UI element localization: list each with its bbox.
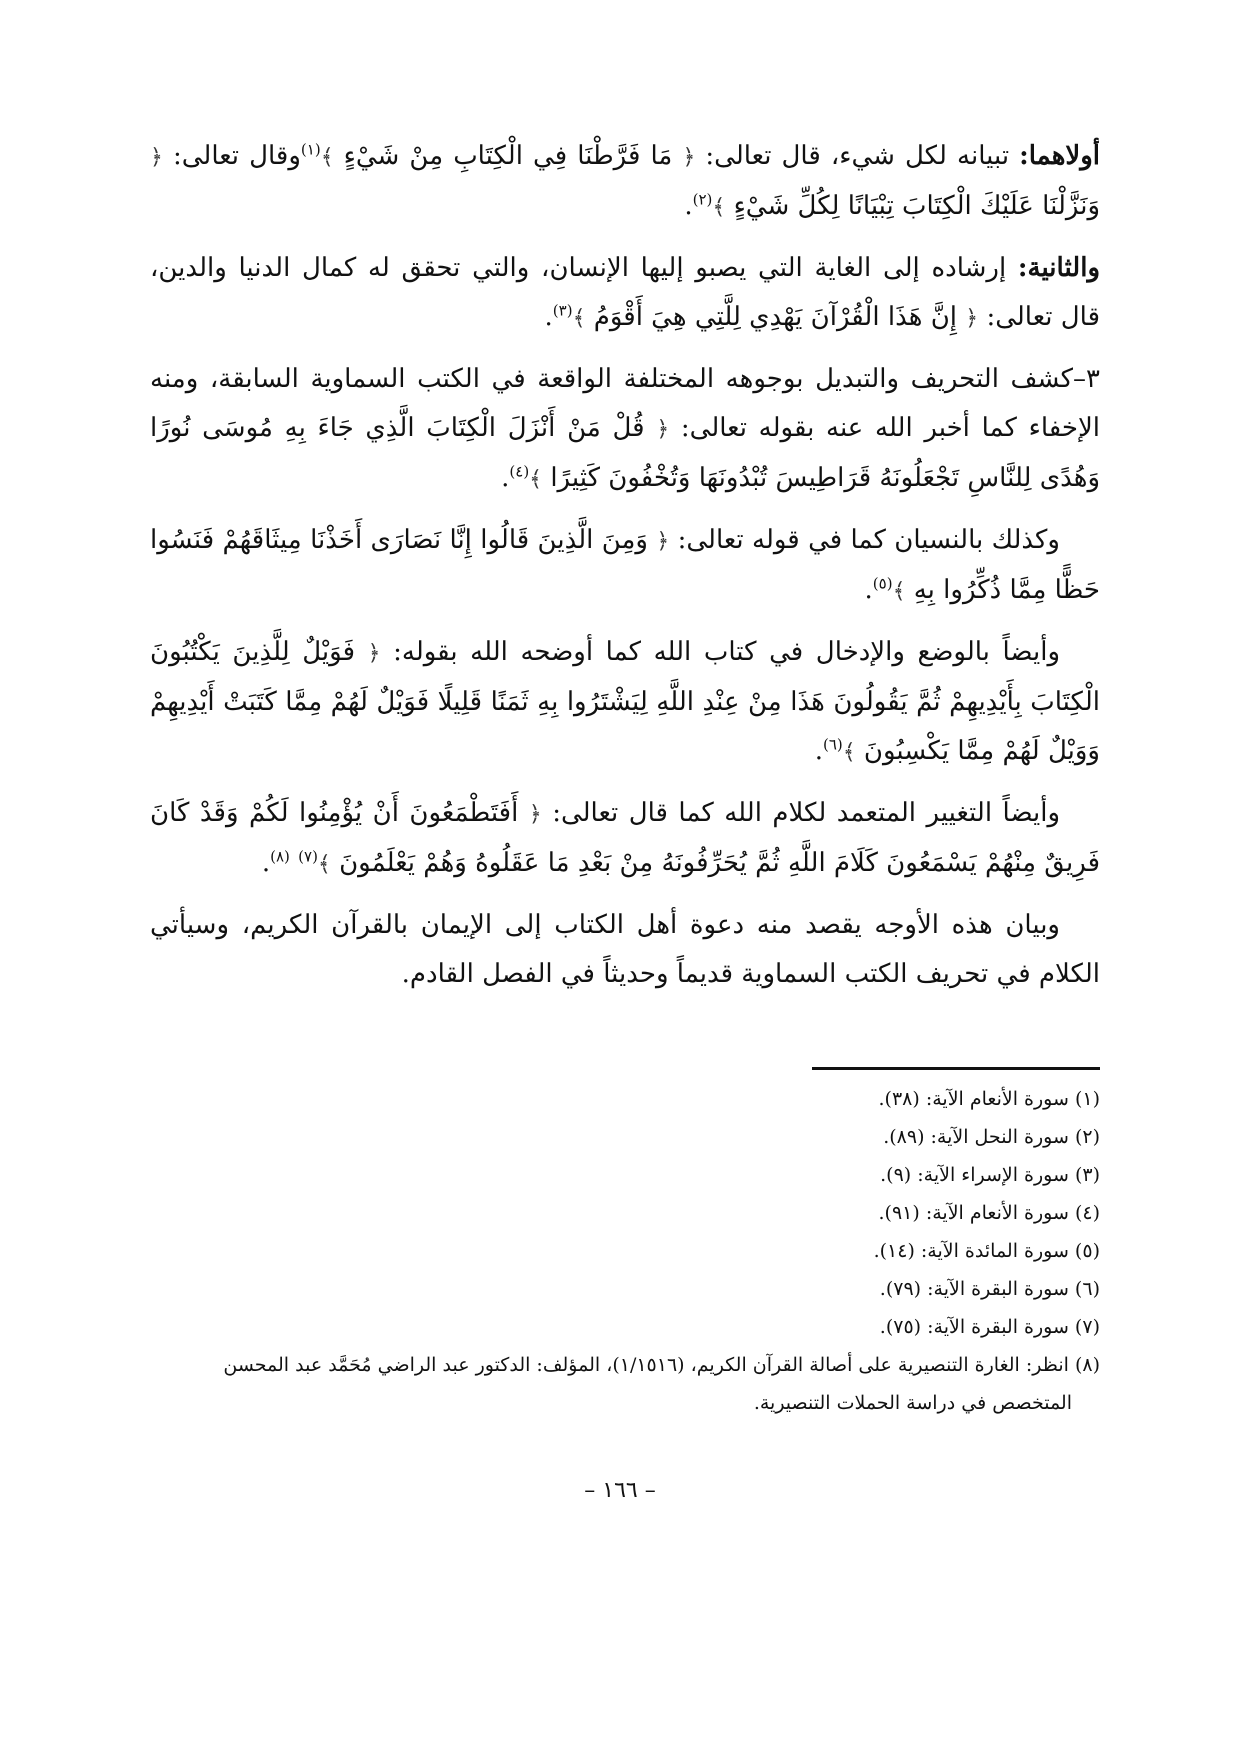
verse-close-ornament: ﴾: [572, 306, 586, 331]
paragraph-text: وكذلك بالنسيان كما في قوله تعالى:: [677, 525, 1060, 555]
paragraph-text: وقال تعالى:: [172, 141, 301, 171]
paragraph-point-three: [150, 355, 1100, 504]
verse-open-ornament: ﴿: [656, 529, 670, 554]
verse-close-ornament: ﴾: [529, 467, 543, 492]
verse-open-ornament: ﴿: [656, 417, 670, 442]
sentence-end: .: [501, 463, 510, 493]
verse-close-ornament: ﴾: [317, 852, 331, 877]
footnote-ref: (٣): [552, 301, 573, 320]
footnote-ref: (٢): [692, 190, 713, 209]
paragraph-text: ٣–كشف التحريف والتبديل بوجوهه المختلفة الواقعة في الكتب السماوية السابقة، ومنه الإخفاء كما أخبر الله عنه بقوله تعالى:: [150, 364, 1101, 443]
paragraph-text: تبيانه لكل شيء، قال تعالى:: [705, 141, 1010, 171]
footnote-ref: (٨): [270, 847, 290, 866]
sentence-end: .: [814, 736, 823, 766]
quran-verse: فَوَيْلٌ لِلَّذِينَ يَكْتُبُونَ الْكِتَابَ بِأَيْدِيهِمْ ثُمَّ يَقُولُونَ هَذَا مِنْ عِنْدِ اللَّهِ لِيَشْتَرُوا بِهِ ثَمَنًا قَلِيلًا فَوَيْلٌ لَهُمْ مِمَّا كَتَبَتْ أَيْدِيهِمْ وَوَيْلٌ لَهُمْ مِمَّا يَكْسِبُونَ: [150, 637, 1100, 766]
footnote-4: (٤) سورة الأنعام الآية: (٩١).: [878, 1202, 1100, 1224]
paragraph-conclusion: [150, 901, 1100, 999]
verse-close-ornament: ﴾: [320, 145, 334, 170]
paragraph-alteration: [150, 789, 1100, 889]
sentence-end: .: [864, 575, 873, 605]
paragraph-text: وأيضاً التغيير المتعمد لكلام الله كما قال تعالى:: [552, 798, 1061, 828]
quran-verse: إِنَّ هَذَا الْقُرْآنَ يَهْدِي لِلَّتِي هِيَ أَقْوَمُ: [593, 302, 958, 332]
footnote-5: (٥) سورة المائدة الآية: (١٤).: [873, 1240, 1100, 1262]
paragraph-text: وبيان هذه الأوجه يقصد منه دعوة أهل الكتاب إلى الإيمان بالقرآن الكريم، وسيأتي الكلام في تحريف الكتب السماوية قديماً وحديثاً في الفصل القادم.: [150, 910, 1100, 989]
quran-verse: مَا فَرَّطْنَا فِي الْكِتَابِ مِنْ شَيْءٍ: [343, 141, 673, 171]
verse-close-ornament: ﴾: [712, 195, 726, 220]
quran-verse: وَمِنَ الَّذِينَ قَالُوا إِنَّا نَصَارَى أَخَذْنَا مِيثَاقَهُمْ فَنَسُوا حَظًّا مِمَّا ذُكِّرُوا بِهِ: [150, 525, 1100, 605]
page-number: – ١٦٦ –: [584, 1478, 656, 1503]
sentence-end: .: [544, 302, 553, 332]
verse-open-ornament: ﴿: [682, 145, 696, 170]
verse-close-ornament: ﴾: [842, 740, 856, 765]
verse-open-ornament: ﴿: [965, 306, 979, 331]
footnote-ref: (٦): [822, 735, 843, 754]
paragraph-first-point: [150, 132, 1100, 232]
footnote-ref: (١): [300, 140, 321, 159]
paragraph-forgetting: [150, 516, 1100, 616]
quran-verse: أَفَتَطْمَعُونَ أَنْ يُؤْمِنُوا لَكُمْ وَقَدْ كَانَ فَرِيقٌ مِنْهُمْ يَسْمَعُونَ كَلَامَ اللَّهِ ثُمَّ يُحَرِّفُونَهُ مِنْ بَعْدِ مَا عَقَلُوهُ وَهُمْ يَعْلَمُونَ: [150, 798, 1100, 878]
sentence-end: .: [684, 191, 693, 221]
verse-open-ornament: ﴿: [528, 802, 542, 827]
sentence-end: .: [261, 848, 271, 878]
verse-open-ornament: ﴿: [150, 145, 163, 170]
paragraph-second-point: [150, 244, 1100, 343]
paragraph-insertion: [150, 628, 1100, 777]
footnote-6: (٦) سورة البقرة الآية: (٧٩).: [879, 1278, 1100, 1300]
footnote-7: (٧) سورة البقرة الآية: (٧٥).: [879, 1316, 1100, 1338]
footnotes: [150, 1080, 1100, 1422]
paragraph-label: أولاهما:: [1019, 141, 1101, 171]
footnote-1: (١) سورة الأنعام الآية: (٣٨).: [878, 1088, 1100, 1110]
footnote-ref: (٤): [509, 462, 530, 481]
verse-close-ornament: ﴾: [892, 579, 906, 604]
paragraph-label: والثانية:: [1017, 253, 1101, 283]
quran-verse: قُلْ مَنْ أَنْزَلَ الْكِتَابَ الَّذِي جَاءَ بِهِ مُوسَى نُورًا وَهُدًى لِلنَّاسِ تَجْعَلُونَهُ قَرَاطِيسَ تُبْدُونَهَا وَتُخْفُونَ كَثِيرًا: [150, 413, 1100, 493]
paragraph-text: إرشاده إلى الغاية التي يصبو إليها الإنسان، والتي تحقق له كمال الدنيا والدين، قال تعالى:: [150, 253, 1100, 332]
footnote-2: (٢) سورة النحل الآية: (٨٩).: [883, 1126, 1100, 1148]
main-text: [150, 132, 1100, 1011]
footnote-ref: (٧): [298, 847, 318, 866]
quran-verse: وَنَزَّلْنَا عَلَيْكَ الْكِتَابَ تِبْيَانًا لِكُلِّ شَيْءٍ: [733, 191, 1100, 221]
footnote-8: (٨) انظر: الغارة التنصيرية على أصالة القرآن الكريم، (١/١٥١٦)، المؤلف: الدكتور عبد الراضي مُحَمَّد عبد المحسن: [223, 1354, 1100, 1376]
footnote-ref: (٥): [872, 574, 893, 593]
footnote-divider: [812, 1067, 1100, 1070]
verse-open-ornament: ﴿: [367, 641, 381, 666]
paragraph-text: وأيضاً بالوضع والإدخال في كتاب الله كما أوضحه الله بقوله:: [393, 637, 1060, 667]
footnote-3: (٣) سورة الإسراء الآية: (٩).: [880, 1164, 1100, 1186]
footnote-8-continuation: المتخصص في دراسة الحملات التنصيرية.: [753, 1392, 1072, 1414]
